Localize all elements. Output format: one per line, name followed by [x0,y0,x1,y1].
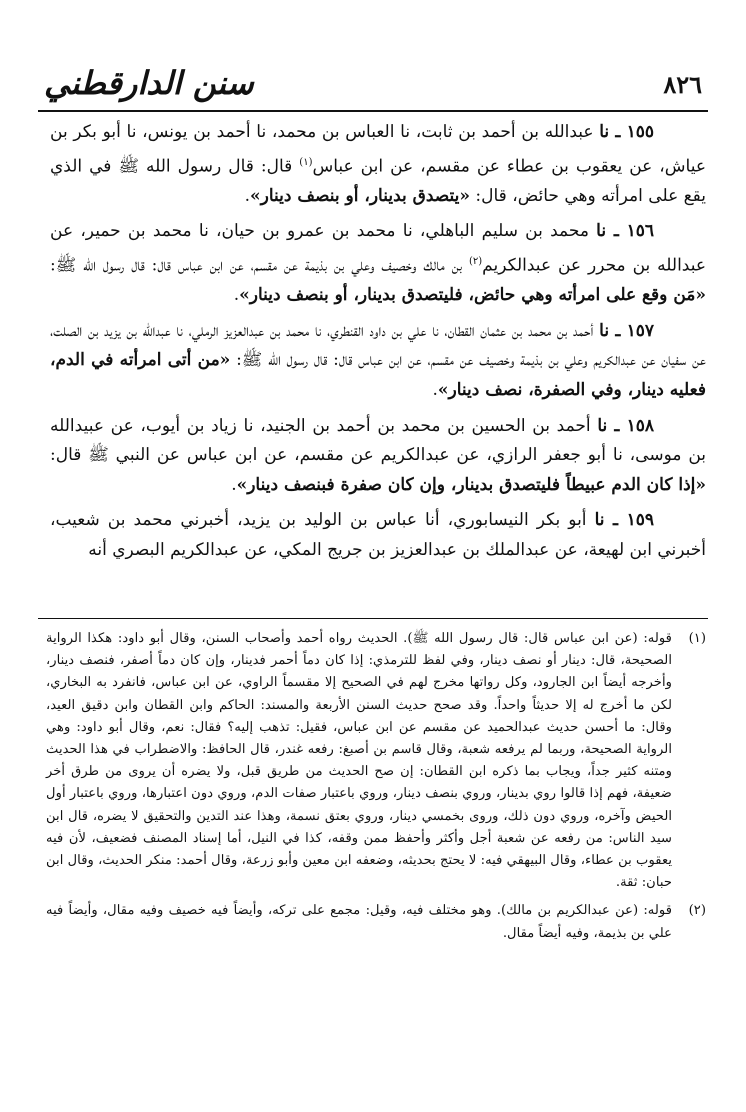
hadith-lead: نا [599,122,610,142]
hadith-number: ١٥٥ ـ [609,122,654,142]
hadith-end: . [244,185,251,206]
hadith-isnad: أبو بكر النيسابوري، أنا عباس بن الوليد بن يزيد، أخبرني محمد بن شعيب، أخبرني ابن لهيعة، عن عبدالملك بن عبدالعزيز بن جريج المكي، عن عبدالكريم البصري أنه [50,510,706,561]
hadith-157 [50,317,706,406]
hadith-matn: «مَن وقع على امرأته وهي حائض، فليتصدق بدينار، أو بنصف دينار» [239,285,706,306]
hadith-number: ١٥٦ ـ [606,221,654,242]
hadith-number: ١٥٩ ـ [604,510,655,531]
header-rule [38,110,708,112]
hadith-matn: «من أتى امرأته في الدم، فعليه دينار، وفي الصفرة، نصف دينار» [50,350,706,401]
page-number: ٨٢٦ [663,70,702,99]
book-title: سنن الدارقطني [44,64,254,102]
main-text [50,118,706,572]
hadith-158 [50,412,706,501]
hadith-isnad: أحمد بن محمد بن عثمان القطان، نا علي بن داود القنطري، نا محمد بن عبدالعزيز الرملي، نا عبدالله بن يزيد بن الصلت، عن سفيان عن عبدالكريم وعلي بن بذيمة وخصيف عن مقسم، عن ابن عباس قال: قال رسول الله ﷺ: [50,320,706,371]
hadith-isnad: محمد بن سليم الباهلي، نا محمد بن عمرو بن حيان، نا محمد بن حمير، عن عبدالله بن محرر عن عبدالكريم [50,221,706,276]
footnote-text: قوله: (عن ابن عباس قال: قال رسول الله ﷺ). الحديث رواه أحمد وأصحاب السنن، وقال أبو داود: هكذا الرواية الصحيحة، قال: دينار أو نصف دينار، وفي لفظ للترمذي: إذا كان دماً أحمر فدينار، وإن كان دماً أصفر، فنصف دينار، وأخرجه أيضاً ابن الجارود، وكل رواتها مخرج لهم في الصحيح إلا مقسماً الراوي، عن ابن عباس، فانفرد به البخاري، لكن ما أخرج له إلا حديثاً واحداً. وقد صحح حديث السنن الأربعة والمسند: الحاكم وابن القطان وابن دقيق العيد، وقال: ما أحسن حديث عبدالحميد عن مقسم عن ابن عباس، فقيل: تذهب إليه؟ فقال: نعم، وقال أبو داود: وهي الرواية الصحيحة، وربما لم يرفعه شعبة، وقال قاسم بن أصبغ: رفعه غندر، قال الحافظ: والاضطراب في هذا الحديث ومتنه كثير جداً، ويجاب بما ذكره ابن القطان: إن صح الحديث من طريق قبل، ولا يضره أن يروى من طرق أخر ضعيفة، فهم إذا قالوا روي بدينار، وروي بنصف دينار، وروي باعتبار صفات الدم، وروي دون اعتبارها، وروي باعتبار أول الحيض وآخره، وروي دون ذلك، وروى بخمسي دينار، وروي بعتق نسمة، وهذا عند التدين والتحقيق لا يضره، قال ابن سيد الناس: من رفعه عن شعبة أجل وأكثر وأحفظ ممن وقفه، كذا في النيل، أما إسناد المصنف فضعيف، لأن فيه يعقوب بن عطاء، وقال البيهقي فيه: لا يحتج بحديثه، وضعفه ابن معين وأبو زرعة، وقال أحمد: منكر الحديث، وقال ابن حبان: ثقة. [46,631,672,891]
page-header [38,64,708,108]
footnote-2 [46,900,706,944]
footnote-mark: (١) [688,631,706,646]
hadith-end: . [432,380,438,401]
hadith-end: . [233,285,240,306]
hadith-isnad: أحمد بن الحسين بن محمد بن أحمد بن الجنيد، نا زياد بن أيوب، عن عبيدالله بن موسى، نا أبو جعفر الرازي، عن عبدالكريم عن مقسم، عن ابن عباس عن النبي ﷺ قال: [50,415,706,466]
hadith-lead: نا [597,415,608,436]
hadith-number: ١٥٧ ـ [609,320,654,341]
hadith-lead: نا [596,221,607,242]
hadith-number: ١٥٨ ـ [607,415,654,436]
hadith-159 [50,506,706,565]
hadith-matn: «يتصدق بدينار، أو بنصف دينار» [250,185,471,206]
footnote-mark: (٢) [688,903,706,919]
hadith-lead: نا [599,320,610,341]
footnotes [46,628,706,951]
hadith-isnad-cont: قال: قال رسول الله ﷺ في الذي يقع على امرأته وهي حائض، قال: [50,156,706,206]
hadith-156 [50,217,706,310]
hadith-lead: نا [594,510,605,531]
hadith-matn: «إذا كان الدم عبيطاً فليتصدق بدينار، وإن كان صفرة فبنصف دينار» [236,474,706,495]
hadith-end: . [231,474,237,495]
footnote-1 [46,628,706,894]
footnote-ref: (٢) [468,256,483,268]
hadith-155 [50,118,706,211]
footnote-text: قوله: (عن عبدالكريم بن مالك). وهو مختلف فيه، وقيل: مجمع على تركه، وأيضاً فيه خصيف وفيه مقال، وأيضاً فيه علي بن بذيمة، وفيه أيضاً مقال. [46,903,672,941]
footnote-ref: (١) [299,156,313,168]
hadith-isnad-cont: بن مالك وخصيف وعلي بن بذيمة عن مقسم، عن ابن عباس قال: قال رسول الله ﷺ: [50,255,469,276]
hadith-isnad: عبدالله بن أحمد بن ثابت، نا العباس بن محمد، نا أحمد بن يونس، نا أبو بكر بن عياش، عن يعقوب بن عطاء عن مقسم، عن ابن عباس [50,122,706,177]
footnote-rule [38,618,708,619]
